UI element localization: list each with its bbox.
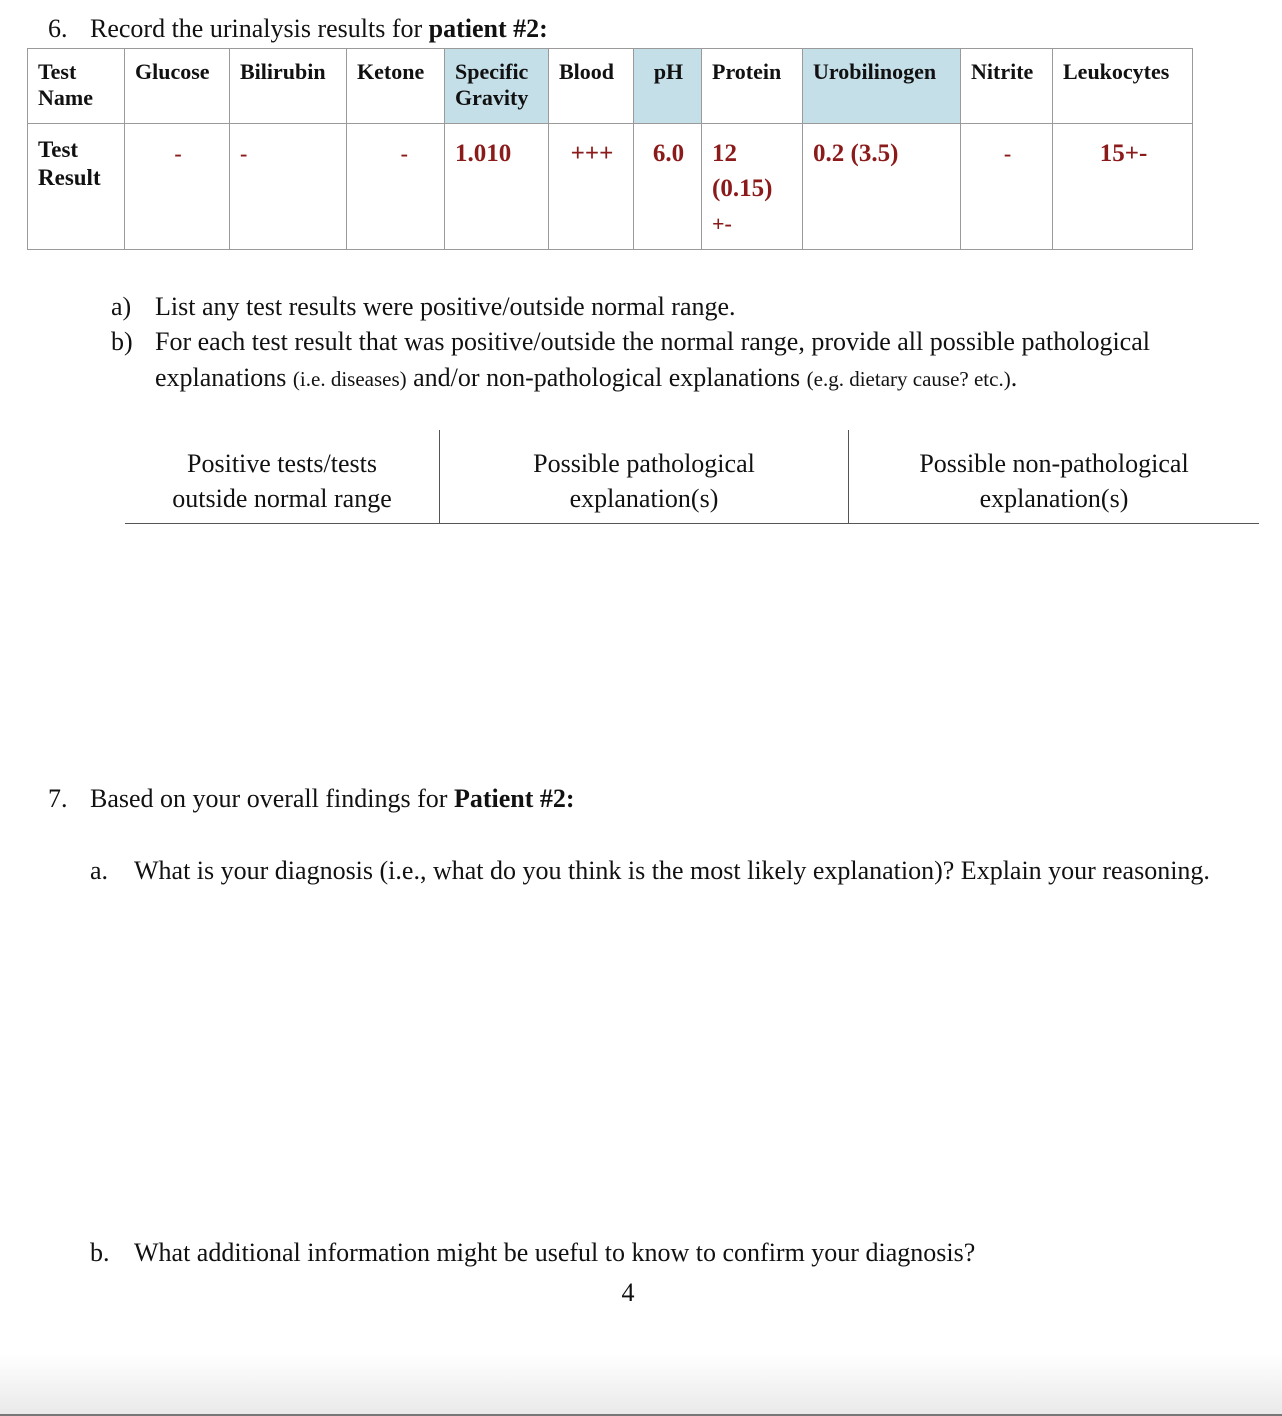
sub-question-text: What additional information might be useful to know to confirm your diagnosis? xyxy=(134,1238,976,1267)
explanation-col-positive-tests: Positive tests/tests outside normal range xyxy=(172,449,392,513)
page-bottom-edge xyxy=(0,1354,1282,1416)
explanation-col-non-pathological: Possible non-pathological explanation(s) xyxy=(848,430,1259,523)
row-header-test-result: Test Result xyxy=(28,124,125,250)
sub-question-text: List any test results were positive/outside normal range. xyxy=(155,292,736,321)
result-glucose: - xyxy=(125,124,230,250)
question-text: Based on your overall findings for xyxy=(90,784,454,813)
result-ph: 6.0 xyxy=(634,124,702,250)
question-bold-text: patient #2: xyxy=(428,14,548,43)
col-header-bilirubin: Bilirubin xyxy=(230,49,347,124)
col-header-urobilinogen: Urobilinogen xyxy=(803,49,961,124)
sub-question-label: b. xyxy=(90,1238,110,1267)
question-number: 6. xyxy=(48,14,68,43)
col-header-blood: Blood xyxy=(549,49,634,124)
col-header-glucose: Glucose xyxy=(125,49,230,124)
question-text: Record the urinalysis results for xyxy=(90,14,429,43)
result-urobilinogen: 0.2 (3.5) xyxy=(803,124,961,250)
result-nitrite: - xyxy=(961,124,1053,250)
col-header-leukocytes: Leukocytes xyxy=(1053,49,1193,124)
result-leukocytes: 15+- xyxy=(1053,124,1193,250)
result-ketone: - xyxy=(347,124,445,250)
sub-question-label: b) xyxy=(111,327,133,356)
table-result-row xyxy=(28,124,1193,250)
sub-question-text: What is your diagnosis (i.e., what do you think is the most likely explanation)? Explain your reasoning. xyxy=(134,856,1210,885)
page-number: 4 xyxy=(621,1278,635,1307)
col-header-ph: pH xyxy=(634,49,702,124)
result-specific-gravity: 1.010 xyxy=(445,124,549,250)
table-header-row xyxy=(28,49,1193,124)
question-bold-text: Patient #2: xyxy=(453,784,575,813)
result-blood: +++ xyxy=(549,124,634,250)
col-header-nitrite: Nitrite xyxy=(961,49,1053,124)
question-6-heading xyxy=(48,14,548,44)
sub-question-label: a) xyxy=(111,292,132,321)
sub-question-label: a. xyxy=(90,856,109,885)
result-protein: 12 (0.15) +- xyxy=(702,124,803,250)
question-7-heading xyxy=(48,784,575,814)
col-header-specific-gravity: Specific Gravity xyxy=(445,49,549,124)
urinalysis-table xyxy=(27,48,1193,250)
col-header-protein: Protein xyxy=(702,49,803,124)
explanation-table xyxy=(125,430,1259,524)
explanation-col-pathological: Possible pathological explanation(s) xyxy=(439,430,848,523)
question-number: 7. xyxy=(48,784,68,813)
sub-question-text: For each test result that was positive/outside the normal range, provide all possible pathological explanations (i.e. diseases) and/or non-pathological explanations (e.g. dietary cause? etc.). xyxy=(155,327,1150,392)
result-bilirubin: - xyxy=(230,124,347,250)
row-header-test-name: Test Name xyxy=(28,49,125,124)
col-header-ketone: Ketone xyxy=(347,49,445,124)
